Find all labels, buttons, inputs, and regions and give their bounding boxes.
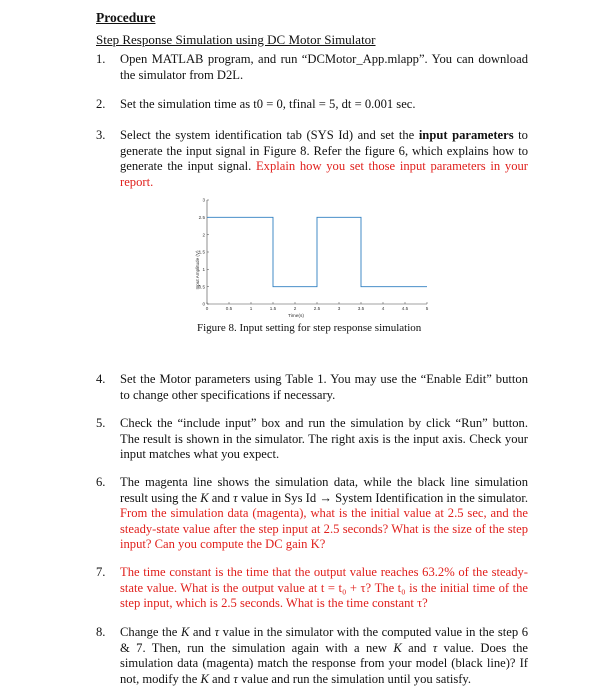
- y-tick-label: 1.5: [198, 249, 205, 255]
- step-text: Set the Motor parameters using Table 1. You may use the “Enable Edit” button to change other specifications if necessary.: [120, 372, 528, 402]
- step-number: 8.: [96, 625, 106, 639]
- y-tick-label: 2: [202, 232, 205, 238]
- step-text: Select the system identification tab (SYS Id) and set the input parameters to generate the input signal in Figure 8. Refer the figure 6, which explains how to generate the input signal. Explain how you set those input parameters in your report.: [120, 128, 528, 189]
- step-text: The time constant is the time that the output value reaches 63.2% of the steady-state value. What is the output value at t = t₀ + τ? The t₀ is the initial time of the step input, which is 2.5 seconds. What is the time constant τ?: [120, 565, 528, 610]
- y-tick-label: 0: [202, 301, 205, 307]
- red-question: Explain how you set those input parameters in your report.: [120, 159, 528, 189]
- step-4: [96, 372, 528, 403]
- chart-plot-area: [199, 198, 429, 311]
- bold-term: input parameters: [418, 128, 514, 142]
- step-number: 3.: [96, 128, 106, 142]
- x-tick-label: 3.5: [357, 306, 365, 311]
- step-number: 1.: [96, 52, 106, 66]
- x-tick-label: 1.5: [269, 306, 277, 311]
- procedure-title: Procedure: [96, 10, 156, 25]
- step-text: The magenta line shows the simulation data, while the black line simulation result using the K and τ value in Sys Id → System Identification in the simulator. From the simulation data (magenta), what is the initial value at 2.5 sec, and the steady-state value after the step input at 2.5 seconds? What is the size of the step input? Can you compute the DC gain K?: [120, 475, 528, 551]
- x-tick-label: 2.5: [313, 306, 321, 311]
- step-text: Open MATLAB program, and run “DCMotor_App.mlapp”. You can download the simulator from D2L.: [120, 52, 528, 82]
- input-signal-chart: [190, 192, 440, 342]
- procedure-subtitle: Step Response Simulation using DC Motor Simulator: [96, 32, 376, 47]
- series-line-input: [207, 217, 427, 286]
- y-tick-label: 2.5: [198, 214, 205, 220]
- x-tick-label: 0.5: [225, 306, 233, 311]
- x-tick-label: 5: [425, 306, 429, 311]
- step-number: 4.: [96, 372, 106, 386]
- step-number: 7.: [96, 565, 106, 579]
- y-tick-label: 1: [202, 266, 205, 272]
- step-number: 5.: [96, 416, 106, 430]
- step-3: [96, 128, 528, 190]
- step-text: Change the K and τ value in the simulator with the computed value in the step 6 & 7. Then, run the simulation again with a new K and τ value. Does the simulation data (magenta) match the response from your model (black line)? If not, modify the K and τ value and run the simulation until you satisfy.: [120, 625, 529, 686]
- step-7: [96, 565, 528, 612]
- step-text: Check the “include input” box and run the simulation by click “Run” button. The result is shown in the simulator. The right axis is the input axis. Check your input matches what you expect.: [120, 416, 528, 461]
- step-5: [96, 416, 528, 463]
- y-tick-label: 3: [202, 197, 205, 203]
- x-tick-label: 3: [337, 306, 341, 311]
- x-axis-label: Time(s): [287, 314, 305, 319]
- step-1: [96, 52, 528, 83]
- step-number: 2.: [96, 97, 106, 111]
- step-number: 6.: [96, 475, 106, 489]
- x-tick-label: 4.5: [401, 306, 409, 311]
- step-2: [96, 97, 528, 113]
- x-tick-label: 1: [249, 306, 253, 311]
- x-tick-label: 4: [381, 306, 385, 311]
- step-text: Set the simulation time as t0 = 0, tfinal = 5, dt = 0.001 sec.: [120, 97, 416, 111]
- y-tick-label: 0.5: [198, 284, 205, 290]
- step-6: [96, 475, 528, 553]
- red-question: From the simulation data (magenta), what is the initial value at 2.5 sec, and the steady-state value after the step input at 2.5 seconds? What is the size of the step input? Can you compute the DC gain K?: [120, 506, 528, 551]
- figure-caption: Figure 8. Input setting for step response simulation: [197, 322, 422, 334]
- y-axis-label: Input Amplitude (V): [195, 250, 200, 290]
- x-tick-label: 2: [293, 306, 297, 311]
- x-tick-label: 0: [205, 306, 209, 311]
- step-8: [96, 625, 528, 687]
